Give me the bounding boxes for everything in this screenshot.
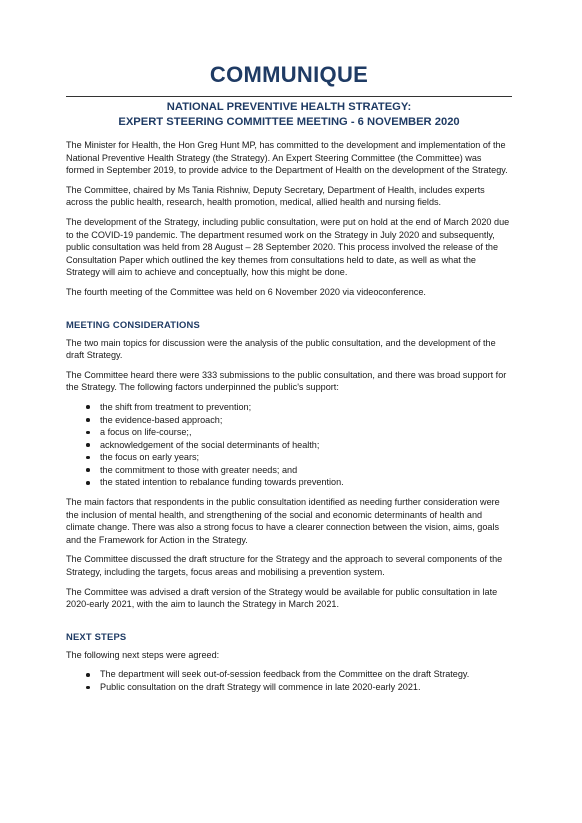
list-item [86,451,512,464]
bullet-icon [86,431,90,435]
bullet-icon [86,468,90,472]
list-item [86,668,512,681]
list-item-text: the stated intention to rebalance funding towards prevention. [100,477,344,488]
next-steps-intro: The following next steps were agreed: [66,649,220,660]
list-item [86,476,512,489]
list-item-text: the focus on early years; [100,452,200,463]
list-item-text: acknowledgement of the social determinants of health; [100,439,320,450]
list-item [86,414,512,427]
list-item-text: the evidence-based approach; [100,414,223,425]
list-item [86,401,512,414]
list-item [86,681,512,694]
intro-paragraph-1: The Minister for Health, the Hon Greg Hunt MP, has committed to the development and implementation of the National Preventive Health Strategy (the Strategy). An Expert Steering Committee (the Committee) was formed in September 2019, to provide advice to the Department of Health on the development of the Strategy. [66,140,508,176]
subtitle-line-2: EXPERT STEERING COMMITTEE MEETING - 6 NOVEMBER 2020 [118,115,460,128]
bullet-icon [86,405,90,409]
list-item-text: the shift from treatment to prevention; [100,401,252,412]
list-item-text: the commitment to those with greater needs; and [100,464,298,475]
bullet-icon [86,481,90,485]
support-factors-list [66,401,512,489]
intro-paragraph-4: The fourth meeting of the Committee was held on 6 November 2020 via videoconference. [66,286,426,297]
document-title: COMMUNIQUE [209,62,369,87]
next-steps-heading: NEXT STEPS [66,630,127,642]
bullet-icon [86,443,90,447]
document-subtitle [66,100,512,129]
intro-paragraph-2: The Committee, chaired by Ms Tania Rishniw, Deputy Secretary, Department of Health, includes experts across the public health, research, health promotion, medical, allied health and nursing fields. [66,184,485,208]
meeting-paragraph-5: The Committee was advised a draft version of the Strategy would be available for public consultation in late 2020-early 2021, with the aim to launch the Strategy in March 2021. [66,586,498,610]
bullet-icon [86,456,90,460]
meeting-paragraph-1: The two main topics for discussion were the analysis of the public consultation, and the development of the draft Strategy. [66,337,496,361]
bullet-icon [86,418,90,422]
list-item [86,439,512,452]
meeting-paragraph-4: The Committee discussed the draft structure for the Strategy and the approach to several components of the Strategy, including the targets, focus areas and mobilising a prevention system. [66,554,503,578]
bullet-icon [86,686,90,690]
list-item-text: a focus on life-course;, [100,427,192,438]
subtitle-line-1: NATIONAL PREVENTIVE HEALTH STRATEGY: [166,101,412,113]
list-item [86,426,512,439]
list-item [86,464,512,477]
meeting-paragraph-3: The main factors that respondents in the public consultation identified as needing further consideration were the inclusion of mental health, and strengthening of the social and economic determinants of health and climate change. There was also a strong focus to have a clearer connection between the vision, aims, goals and the Framework for Action in the Strategy. [66,497,500,545]
next-steps-list [66,668,512,693]
list-item-text: Public consultation on the draft Strategy will commence in late 2020-early 2021. [100,682,421,692]
intro-paragraph-3: The development of the Strategy, including public consultation, were put on hold at the end of March 2020 due to the COVID-19 pandemic. The department resumed work on the Strategy in July 2020 and subsequently, public consultation was held from 28 August – 28 September 2020. This process involved the release of the Consultation Paper which outlined the key themes from consultations held to date, as well as what the Strategy will aim to achieve and conceptually, how this might be done. [66,216,510,278]
meeting-paragraph-2: The Committee heard there were 333 submissions to the public consultation, and there was broad support for the Strategy. The following factors underpinned the public's support: [66,369,507,393]
bullet-icon [86,673,90,677]
meeting-considerations-heading: MEETING CONSIDERATIONS [66,318,200,330]
title-divider [66,96,512,97]
list-item-text: The department will seek out-of-session feedback from the Committee on the draft Strategy. [100,669,470,680]
